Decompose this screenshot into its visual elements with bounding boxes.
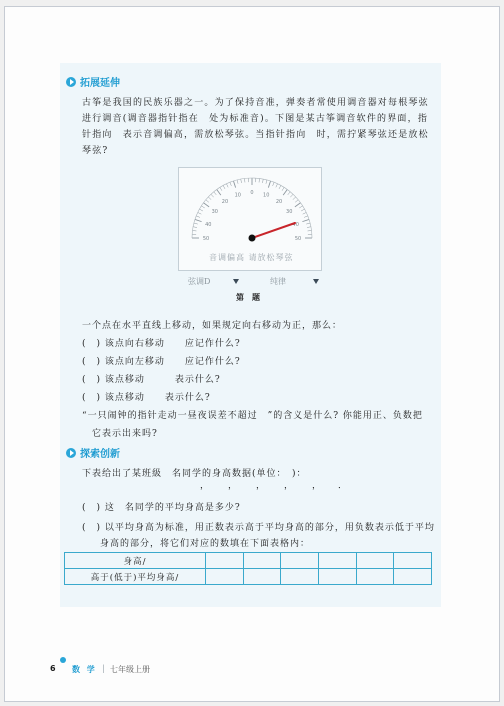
dial-tick: [198, 212, 202, 214]
dial-tick: [223, 185, 225, 189]
dial-scale-label: 30: [211, 208, 218, 215]
dropdown-arrow-icon: [313, 279, 319, 284]
dial-tick: [226, 184, 228, 188]
dial-tick: [276, 184, 278, 188]
table-cell: [394, 553, 432, 569]
point-intro: 一个点在水平直线上移动，如果规定向右移动为正，那么：: [82, 321, 343, 331]
table-cell: [206, 569, 244, 585]
height-table: [64, 552, 432, 585]
dial-tick: [290, 194, 293, 197]
table-cell: [318, 569, 356, 585]
tuner-temperament-label: 纯律: [270, 277, 286, 286]
dial-scale-label: 20: [275, 198, 283, 205]
dial-tick: [237, 180, 238, 184]
height-data-mark-2: ，: [228, 481, 239, 491]
table-cell: [394, 569, 432, 585]
dial-tick: [230, 182, 231, 186]
dial-tick: [203, 203, 209, 207]
dial-tick: [241, 179, 242, 183]
dial-tick: [195, 219, 202, 221]
dial-scale-label: 0: [250, 190, 254, 196]
deviation-question-line1: ( ) 以平均身高为标准，用正数表示高于平均身高的部分，用负数表示低于平均: [82, 523, 435, 533]
dial-tick: [295, 203, 301, 207]
table-cell: [356, 569, 394, 585]
dial-tick: [199, 209, 203, 211]
tuner-figure: [178, 167, 322, 271]
clock-question-line1: “一只闹钟的指针走动一昼夜误差不超过 ”的含义是什么? 你能用正、负数把: [82, 411, 423, 421]
dial-scale-label: 50: [294, 236, 302, 242]
tuner-string-label: 弦调D: [188, 277, 211, 286]
dial-tick: [193, 227, 197, 228]
height-data-mark-6: ．: [338, 481, 349, 491]
point-question-3: ( ) 该点移动 表示什么?: [82, 375, 221, 385]
table-row: [65, 569, 432, 585]
dial-tick: [308, 230, 312, 231]
figure-caption: 第 题: [236, 293, 260, 302]
needle-pivot: [249, 235, 256, 242]
dial-tick: [268, 181, 270, 188]
footer-book: 七年级上册: [110, 665, 150, 674]
height-data-mark-5: ，: [312, 481, 323, 491]
average-question: ( ) 这 名同学的平均身高是多少?: [82, 503, 241, 513]
dial-tick: [214, 192, 217, 195]
dropdown-arrow-icon: [233, 279, 239, 284]
dial-scale-label: 10: [234, 192, 241, 199]
point-question-2: ( ) 该点向左移动 应记作什么?: [82, 357, 241, 367]
dial-tick: [282, 187, 284, 190]
dial-tick: [192, 230, 196, 231]
height-data-mark-4: ，: [284, 481, 295, 491]
table-row: [65, 553, 432, 569]
section-title: 探索创新: [80, 449, 120, 460]
dial-tick: [304, 216, 308, 217]
dial-tick: [208, 197, 211, 200]
tuner-status-text: 音调偏高 请放松琴弦: [209, 253, 294, 262]
dial-scale-label: 10: [263, 192, 270, 199]
clock-question-line2: 它表示出来吗?: [92, 429, 158, 439]
table-cell: [243, 569, 281, 585]
dial-tick: [217, 189, 221, 195]
dial-scale-label: 50: [202, 236, 210, 242]
section-extension-header: [66, 74, 120, 89]
table-cell: [243, 553, 281, 569]
row-label-height: 身高/: [65, 553, 206, 569]
tuner-needle: [252, 223, 295, 238]
dial-tick: [288, 192, 291, 195]
dial-tick: [196, 216, 200, 217]
table-cell: [281, 553, 319, 569]
dial-tick: [233, 181, 235, 188]
dial-scale-label: 40: [292, 221, 299, 228]
height-intro: 下表给出了某班級 名同学的身高数据(单位： )：: [82, 469, 307, 479]
footer-subject: 数 学: [72, 664, 97, 674]
dial-tick: [307, 227, 311, 228]
footer-dot-icon: [60, 657, 66, 663]
page-number: 6: [50, 664, 56, 673]
dial-scale-labels: [203, 190, 301, 242]
dial-tick: [262, 179, 263, 183]
table-cell: [206, 553, 244, 569]
dial-tick: [259, 178, 260, 182]
play-bullet-icon: [66, 77, 76, 87]
dial-tick: [279, 185, 281, 189]
play-bullet-icon: [66, 448, 76, 458]
dial-tick: [293, 197, 296, 200]
dial-scale-label: 30: [286, 208, 293, 215]
dial-tick: [283, 189, 287, 195]
guzheng-paragraph: 古筝是我国的民族乐器之一。为了保持音准，弹奏者常使用调音器对每根琴弦进行调音(调音器指针指在 处为标准音)。下图是某古筝调音软件的界面，指针指向 表示音调偏高，需放松琴弦。当指针指向 时，需拧紧琴弦还是放松琴弦?: [82, 98, 429, 156]
dial-tick: [194, 223, 198, 224]
table-cell: [356, 553, 394, 569]
table-cell: [318, 553, 356, 569]
dial-tick: [302, 219, 309, 221]
section-title: 拓展延伸: [80, 78, 120, 89]
deviation-question-line2: 身高的部分，将它们对应的数填在下面表格内：: [100, 539, 311, 549]
dial-tick: [266, 180, 267, 184]
dial-tick: [206, 200, 209, 203]
point-question-4: ( ) 该点移动 表示什么?: [82, 393, 211, 403]
footer-divider: |: [102, 664, 105, 673]
dial-tick: [244, 178, 245, 182]
section-explore-header: [66, 445, 120, 460]
dial-tick: [273, 182, 274, 186]
dial-tick: [303, 212, 307, 214]
dial-tick: [301, 209, 305, 211]
row-label-deviation: 高于(低于)平均身高/: [65, 569, 206, 585]
dial-ticks: [192, 178, 312, 238]
dial-tick: [220, 187, 222, 190]
dial-tick: [306, 223, 310, 224]
dial-arc: [192, 178, 312, 238]
dial-scale-label: 20: [221, 198, 229, 205]
dial-tick: [211, 194, 214, 197]
dial-scale-label: 40: [205, 221, 212, 228]
dial-tick: [295, 200, 298, 203]
height-data-mark-1: ，: [200, 481, 211, 491]
height-data-mark-3: ，: [256, 481, 267, 491]
dial-tick: [201, 206, 204, 208]
point-question-1: ( ) 该点向右移动 应记作什么?: [82, 339, 241, 349]
table-cell: [281, 569, 319, 585]
dial-tick: [299, 206, 302, 208]
